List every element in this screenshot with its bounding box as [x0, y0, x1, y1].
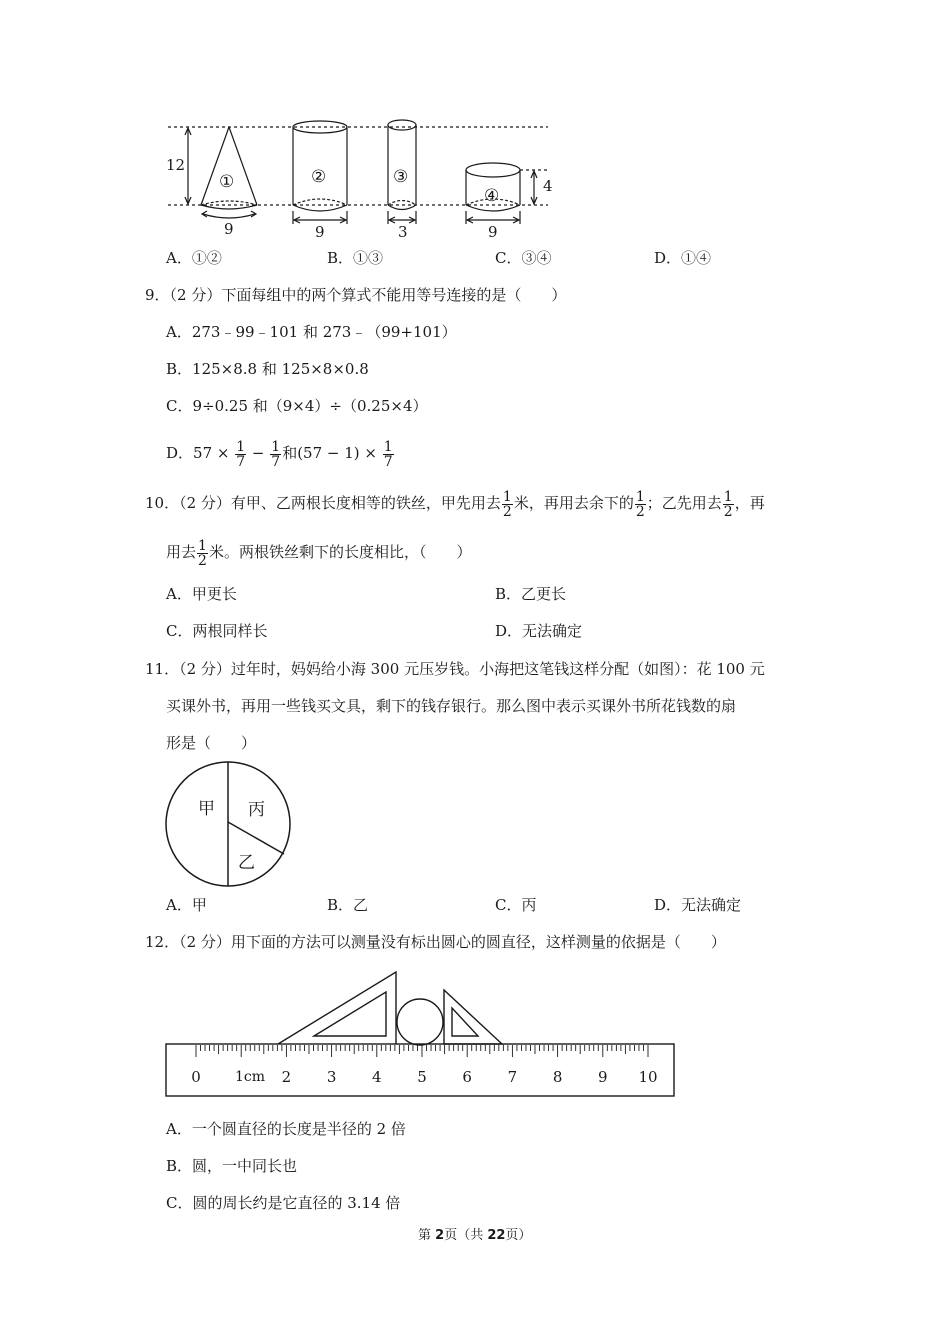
- q8-option-a[interactable]: A．①②: [166, 249, 222, 267]
- ruler-number-label: 8: [552, 1068, 563, 1086]
- ruler-number-label: 2: [281, 1068, 292, 1086]
- total-page-number: 22: [487, 1228, 506, 1243]
- q10-text: 米，再用去余下的: [513, 494, 634, 512]
- q10-text: 米。两根铁丝剩下的长度相比，（ ）: [208, 543, 472, 561]
- fraction-numerator: 1: [236, 438, 246, 455]
- ruler-figure: [160, 968, 680, 1102]
- fraction-denominator: 2: [198, 552, 207, 569]
- q10-text: 用去: [166, 543, 197, 561]
- fraction-numerator: 1: [271, 438, 281, 455]
- fraction-denominator: 7: [236, 453, 246, 470]
- ruler-number-label: 3: [326, 1068, 337, 1086]
- right-set-square: [444, 990, 502, 1044]
- height-4-label: 4: [543, 177, 553, 195]
- fraction-numerator: 1: [383, 438, 393, 455]
- fraction-numerator: 1: [198, 537, 207, 554]
- q10-option-c[interactable]: C．两根同样长: [166, 622, 268, 640]
- solids-figure: [150, 110, 560, 240]
- fraction-denominator: 2: [723, 503, 733, 520]
- shape-4-label: ④: [484, 186, 500, 206]
- q8-option-c[interactable]: C．③④: [495, 249, 552, 267]
- q9-option-c[interactable]: C．9÷0.25 和（9×4）÷（0.25×4）: [166, 397, 428, 415]
- ruler-number-label: 7: [507, 1068, 518, 1086]
- q11-stem-line1: 11．（2 分）过年时，妈妈给小海 300 元压岁钱。小海把这笔钱这样分配（如图）：花 100 元: [145, 660, 765, 678]
- q10-option-d[interactable]: D．无法确定: [495, 622, 583, 640]
- q9-option-d[interactable]: [166, 436, 395, 470]
- fraction-one-half: [197, 539, 208, 568]
- fraction-denominator: 2: [635, 503, 645, 520]
- current-page-number: 2: [435, 1228, 445, 1243]
- ruler-unit-label: 1cm: [235, 1069, 266, 1085]
- shape-3-label: ③: [393, 167, 409, 187]
- q9-d-he: 和(57 − 1) ×: [282, 444, 377, 462]
- shape-2-label: ②: [311, 167, 327, 187]
- q10-text: ，再: [734, 494, 765, 512]
- sector-jia-label: 甲: [198, 799, 215, 819]
- pie-divider-diagonal: [228, 822, 284, 854]
- sector-bing-label: 丙: [248, 800, 265, 820]
- fraction-denominator: 2: [502, 503, 512, 520]
- q10-stem-line1: [145, 486, 765, 520]
- q10-stem-line2: [166, 535, 471, 569]
- fraction-one-seventh: [270, 440, 281, 469]
- fraction-numerator: 1: [502, 488, 512, 505]
- q8-option-b[interactable]: B．①③: [327, 249, 384, 267]
- q11-option-b[interactable]: B．乙: [327, 896, 369, 914]
- q9-d-prefix: D．57 ×: [166, 444, 230, 462]
- q11-option-a[interactable]: A．甲: [166, 896, 207, 914]
- q12-option-c[interactable]: C．圆的周长约是它直径的 3.14 倍: [166, 1194, 401, 1212]
- fraction-denominator: 7: [383, 453, 393, 470]
- ruler-number-label: 0: [191, 1068, 201, 1086]
- shape-2-width: 9: [315, 223, 325, 240]
- q11-stem-line2: 买课外书，再用一些钱买文具，剩下的钱存银行。那么图中表示买课外书所花钱数的扇: [166, 697, 737, 715]
- shape-3-width: 3: [398, 223, 408, 240]
- q11-stem-line3: 形是（ ）: [166, 734, 257, 752]
- q9-option-b[interactable]: B．125×8.8 和 125×8×0.8: [166, 360, 369, 378]
- q12-option-b[interactable]: B．圆，一中同长也: [166, 1157, 298, 1175]
- shape-1-width: 9: [224, 220, 234, 238]
- q10-option-b[interactable]: B．乙更长: [495, 585, 567, 603]
- fraction-numerator: 1: [723, 488, 733, 505]
- ruler-number-label: 4: [372, 1068, 382, 1086]
- q9-d-minus: −: [247, 444, 270, 462]
- height-12-label: 12: [166, 156, 186, 174]
- q11-option-c[interactable]: C．丙: [495, 896, 537, 914]
- ruler-number-label: 6: [462, 1068, 472, 1086]
- fraction-one-half: [502, 490, 513, 519]
- q10-option-a[interactable]: A．甲更长: [166, 585, 237, 603]
- shape-1-label: ①: [219, 172, 235, 192]
- q8-option-d[interactable]: D．①④: [654, 249, 712, 267]
- ruler-number-label: 9: [598, 1068, 608, 1086]
- q11-option-d[interactable]: D．无法确定: [654, 896, 742, 914]
- footer-text: 页）: [505, 1228, 532, 1243]
- fraction-one-half: [635, 490, 646, 519]
- fraction-denominator: 7: [271, 453, 281, 470]
- page-footer: [418, 1226, 531, 1246]
- ruler-number-label: 5: [417, 1068, 427, 1086]
- q12-option-a[interactable]: A．一个圆直径的长度是半径的 2 倍: [166, 1120, 406, 1138]
- measured-circle: [397, 999, 443, 1045]
- q10-text: 10．（2 分）有甲、乙两根长度相等的铁丝，甲先用去: [145, 494, 501, 512]
- fraction-one-seventh: [235, 440, 246, 469]
- q12-stem: 12．（2 分）用下面的方法可以测量没有标出圆心的圆直径，这样测量的依据是（ ）: [145, 933, 726, 951]
- q9-option-a[interactable]: A．273﹣99﹣101 和 273﹣（99+101）: [166, 323, 457, 341]
- fraction-numerator: 1: [635, 488, 645, 505]
- footer-text: 页（共: [444, 1228, 488, 1243]
- fraction-one-half: [723, 490, 734, 519]
- ruler-ticks: [196, 1045, 648, 1057]
- q10-text: ；乙先用去: [646, 494, 722, 512]
- shape-4-width: 9: [488, 223, 498, 240]
- pie-chart-figure: [162, 758, 294, 890]
- q9-stem: 9．（2 分）下面每组中的两个算式不能用等号连接的是（ ）: [145, 286, 567, 304]
- left-set-square: [278, 972, 396, 1044]
- footer-text: 第: [418, 1228, 436, 1243]
- sector-yi-label: 乙: [238, 853, 255, 873]
- fraction-one-seventh: [383, 440, 394, 469]
- ruler-number-label: 10: [638, 1068, 658, 1086]
